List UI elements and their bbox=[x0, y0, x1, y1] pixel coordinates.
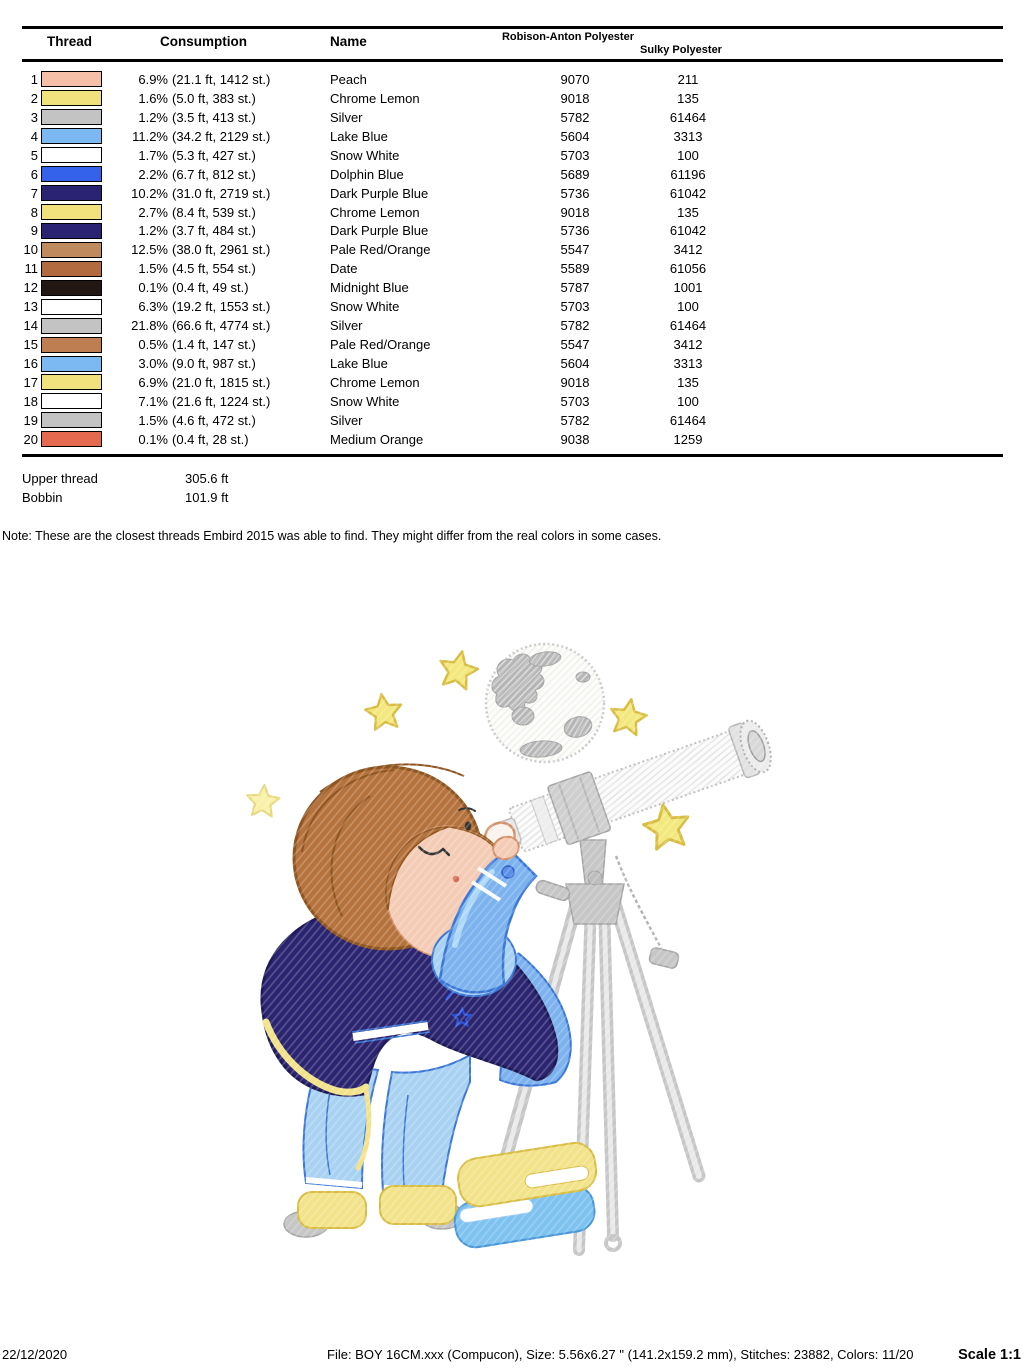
robison-anton-code: 9038 bbox=[560, 431, 590, 447]
thread-number: 3 bbox=[30, 109, 38, 125]
top-divider bbox=[22, 26, 1003, 29]
robison-anton-code: 9018 bbox=[560, 204, 590, 220]
table-row bbox=[0, 430, 1024, 449]
footer-date: 22/12/2020 bbox=[2, 1347, 68, 1362]
robison-anton-code: 5604 bbox=[560, 356, 590, 372]
consumption-detail: (0.4 ft, 28 st.) bbox=[172, 431, 249, 447]
thread-name: Silver bbox=[330, 109, 363, 125]
thread-color-swatch bbox=[41, 109, 102, 125]
table-row bbox=[0, 222, 1024, 241]
thread-color-swatch bbox=[41, 242, 102, 258]
consumption-percent: 1.5% bbox=[138, 412, 168, 428]
consumption-detail: (1.4 ft, 147 st.) bbox=[172, 337, 256, 353]
consumption-percent: 12.5% bbox=[131, 242, 168, 258]
consumption-detail: (6.7 ft, 812 st.) bbox=[172, 166, 256, 182]
robison-anton-code: 9070 bbox=[560, 71, 590, 87]
sulky-code: 61042 bbox=[669, 223, 707, 239]
consumption-percent: 0.1% bbox=[138, 431, 168, 447]
thread-number: 11 bbox=[24, 261, 38, 277]
consumption-percent: 3.0% bbox=[138, 356, 168, 372]
sulky-code: 61042 bbox=[669, 185, 707, 201]
header-divider bbox=[22, 59, 1003, 62]
sulky-code: 61056 bbox=[669, 261, 707, 277]
thread-name: Snow White bbox=[330, 393, 400, 409]
thread-name: Chrome Lemon bbox=[330, 374, 420, 390]
thread-name: Date bbox=[330, 261, 358, 277]
upper-thread-value: 305.6 ft bbox=[185, 471, 229, 486]
consumption-detail: (9.0 ft, 987 st.) bbox=[172, 356, 256, 372]
consumption-detail: (66.6 ft, 4774 st.) bbox=[172, 318, 271, 334]
sulky-code: 135 bbox=[677, 204, 699, 220]
sulky-code: 61464 bbox=[669, 412, 707, 428]
thread-color-swatch bbox=[41, 204, 102, 220]
consumption-detail: (5.0 ft, 383 st.) bbox=[172, 90, 256, 106]
sulky-code: 3412 bbox=[673, 337, 703, 353]
thread-color-swatch bbox=[41, 90, 102, 106]
robison-anton-code: 5782 bbox=[560, 109, 590, 125]
thread-color-swatch bbox=[41, 299, 102, 315]
thread-color-swatch bbox=[41, 147, 102, 163]
consumption-percent: 1.7% bbox=[138, 147, 168, 163]
robison-anton-code: 5703 bbox=[560, 393, 590, 409]
thread-name: Pale Red/Orange bbox=[330, 337, 431, 353]
sulky-code: 3412 bbox=[673, 242, 703, 258]
thread-number: 17 bbox=[23, 374, 38, 390]
robison-anton-code: 5604 bbox=[560, 128, 590, 144]
consumption-percent: 0.1% bbox=[138, 280, 168, 296]
robison-anton-code: 5689 bbox=[560, 166, 590, 182]
thread-color-swatch bbox=[41, 166, 102, 182]
consumption-detail: (5.3 ft, 427 st.) bbox=[172, 147, 256, 163]
thread-name: Snow White bbox=[330, 299, 400, 315]
robison-anton-code: 5547 bbox=[560, 337, 590, 353]
sulky-code: 211 bbox=[677, 71, 699, 87]
thread-name: Medium Orange bbox=[330, 431, 424, 447]
robison-anton-code: 5782 bbox=[560, 318, 590, 334]
table-row bbox=[0, 392, 1024, 411]
bobbin-value: 101.9 ft bbox=[185, 490, 229, 505]
thread-name: Chrome Lemon bbox=[330, 204, 420, 220]
thread-name: Silver bbox=[330, 318, 363, 334]
consumption-percent: 7.1% bbox=[138, 393, 168, 409]
thread-number: 4 bbox=[30, 128, 38, 144]
thread-name: Snow White bbox=[330, 147, 400, 163]
table-row bbox=[0, 259, 1024, 278]
consumption-detail: (38.0 ft, 2961 st.) bbox=[172, 242, 271, 258]
sulky-code: 100 bbox=[677, 393, 699, 409]
thread-number: 2 bbox=[30, 90, 38, 106]
thread-name: Peach bbox=[330, 71, 367, 87]
robison-anton-code: 5787 bbox=[560, 280, 590, 296]
thread-color-swatch bbox=[41, 393, 102, 409]
thread-color-swatch bbox=[41, 318, 102, 334]
thread-name: Midnight Blue bbox=[330, 280, 409, 296]
thread-number: 16 bbox=[23, 356, 38, 372]
consumption-detail: (34.2 ft, 2129 st.) bbox=[172, 128, 271, 144]
consumption-percent: 6.9% bbox=[138, 71, 168, 87]
thread-name: Chrome Lemon bbox=[330, 90, 420, 106]
embroidery-design-boy-telescope bbox=[230, 628, 810, 1288]
thread-name: Dark Purple Blue bbox=[330, 185, 429, 201]
consumption-percent: 1.6% bbox=[138, 90, 168, 106]
table-row bbox=[0, 354, 1024, 373]
table-row bbox=[0, 89, 1024, 108]
consumption-detail: (3.5 ft, 413 st.) bbox=[172, 109, 256, 125]
robison-anton-code: 9018 bbox=[560, 374, 590, 390]
table-row bbox=[0, 146, 1024, 165]
robison-anton-code: 5703 bbox=[560, 147, 590, 163]
consumption-detail: (3.7 ft, 484 st.) bbox=[172, 223, 256, 239]
sulky-code: 3313 bbox=[673, 128, 703, 144]
thread-number: 14 bbox=[23, 318, 38, 334]
consumption-percent: 1.2% bbox=[138, 109, 168, 125]
thread-number: 12 bbox=[23, 280, 38, 296]
thread-number: 7 bbox=[30, 185, 38, 201]
thread-color-swatch bbox=[41, 337, 102, 353]
table-row bbox=[0, 278, 1024, 297]
thread-number: 20 bbox=[23, 431, 38, 447]
thread-name: Lake Blue bbox=[330, 356, 388, 372]
table-row bbox=[0, 165, 1024, 184]
thread-color-swatch bbox=[41, 71, 102, 87]
consumption-detail: (8.4 ft, 539 st.) bbox=[172, 204, 256, 220]
consumption-percent: 2.2% bbox=[138, 166, 168, 182]
table-row bbox=[0, 108, 1024, 127]
sulky-code: 61464 bbox=[669, 109, 707, 125]
table-row bbox=[0, 70, 1024, 89]
column-header-name: Name bbox=[330, 34, 367, 49]
table-row bbox=[0, 316, 1024, 335]
table-row bbox=[0, 411, 1024, 430]
consumption-percent: 1.5% bbox=[138, 261, 168, 277]
thread-number: 8 bbox=[30, 204, 38, 220]
consumption-detail: (19.2 ft, 1553 st.) bbox=[172, 299, 271, 315]
table-row bbox=[0, 335, 1024, 354]
table-row bbox=[0, 184, 1024, 203]
table-row bbox=[0, 373, 1024, 392]
robison-anton-code: 5589 bbox=[560, 261, 590, 277]
thread-color-swatch bbox=[41, 223, 102, 239]
thread-number: 19 bbox=[23, 412, 38, 428]
sulky-code: 135 bbox=[677, 374, 699, 390]
consumption-detail: (21.6 ft, 1224 st.) bbox=[172, 393, 271, 409]
consumption-detail: (31.0 ft, 2719 st.) bbox=[172, 185, 271, 201]
bobbin-label: Bobbin bbox=[22, 490, 63, 505]
thread-table bbox=[0, 70, 1024, 449]
thread-number: 18 bbox=[23, 393, 38, 409]
note-text: Note: These are the closest threads Embird 2015 was able to find. They might differ from the real colors in some cases. bbox=[2, 529, 662, 543]
table-row bbox=[0, 203, 1024, 222]
robison-anton-code: 5736 bbox=[560, 185, 590, 201]
sulky-code: 61464 bbox=[669, 318, 707, 334]
consumption-percent: 6.3% bbox=[138, 299, 168, 315]
consumption-percent: 11.2% bbox=[132, 128, 168, 144]
robison-anton-code: 5782 bbox=[560, 412, 590, 428]
stitch-texture-overlay bbox=[230, 628, 810, 1288]
sulky-code: 3313 bbox=[673, 356, 703, 372]
consumption-percent: 10.2% bbox=[131, 185, 168, 201]
thread-name: Dolphin Blue bbox=[330, 166, 404, 182]
robison-anton-code: 5547 bbox=[560, 242, 590, 258]
thread-color-swatch bbox=[41, 374, 102, 390]
thread-name: Silver bbox=[330, 412, 363, 428]
consumption-percent: 6.9% bbox=[138, 374, 168, 390]
thread-color-swatch bbox=[41, 185, 102, 201]
thread-number: 10 bbox=[23, 242, 38, 258]
footer-scale: Scale 1:1 bbox=[958, 1347, 1021, 1363]
robison-anton-code: 5736 bbox=[560, 223, 590, 239]
consumption-detail: (4.5 ft, 554 st.) bbox=[172, 261, 256, 277]
robison-anton-code: 5703 bbox=[560, 299, 590, 315]
consumption-percent: 0.5% bbox=[138, 337, 168, 353]
table-row bbox=[0, 127, 1024, 146]
sulky-code: 100 bbox=[677, 147, 699, 163]
consumption-detail: (4.6 ft, 472 st.) bbox=[172, 412, 256, 428]
table-row bbox=[0, 297, 1024, 316]
sulky-code: 100 bbox=[677, 299, 699, 315]
column-header-robison-anton: Robison-Anton Polyester bbox=[501, 31, 634, 43]
table-row bbox=[0, 240, 1024, 259]
thread-number: 6 bbox=[30, 166, 38, 182]
thread-name: Pale Red/Orange bbox=[330, 242, 431, 258]
consumption-percent: 21.8% bbox=[131, 318, 168, 334]
sulky-code: 135 bbox=[677, 90, 699, 106]
thread-number: 5 bbox=[30, 147, 38, 163]
thread-color-swatch bbox=[41, 128, 102, 144]
robison-anton-code: 9018 bbox=[560, 90, 590, 106]
sulky-code: 1001 bbox=[673, 280, 703, 296]
column-header-sulky: Sulky Polyester bbox=[640, 44, 722, 56]
thread-color-swatch bbox=[41, 431, 102, 447]
thread-color-swatch bbox=[41, 412, 102, 428]
consumption-detail: (0.4 ft, 49 st.) bbox=[172, 280, 249, 296]
sulky-code: 1259 bbox=[673, 431, 703, 447]
upper-thread-label: Upper thread bbox=[22, 471, 98, 486]
consumption-detail: (21.1 ft, 1412 st.) bbox=[172, 71, 271, 87]
consumption-percent: 1.2% bbox=[138, 223, 168, 239]
footer-file-info: File: BOY 16CM.xxx (Compucon), Size: 5.56x6.27 " (141.2x159.2 mm), Stitches: 23882, Colors: 11/20 bbox=[327, 1347, 914, 1362]
thread-name: Dark Purple Blue bbox=[330, 223, 429, 239]
thread-name: Lake Blue bbox=[330, 128, 388, 144]
thread-color-swatch bbox=[41, 356, 102, 372]
thread-number: 13 bbox=[23, 299, 38, 315]
consumption-percent: 2.7% bbox=[138, 204, 168, 220]
thread-color-swatch bbox=[41, 280, 102, 296]
column-header-consumption: Consumption bbox=[160, 34, 247, 49]
consumption-detail: (21.0 ft, 1815 st.) bbox=[172, 374, 271, 390]
thread-number: 1 bbox=[30, 71, 38, 87]
thread-number: 15 bbox=[23, 337, 38, 353]
thread-number: 9 bbox=[30, 223, 38, 239]
thread-color-swatch bbox=[41, 261, 102, 277]
column-header-thread: Thread bbox=[47, 34, 93, 49]
table-bottom-divider bbox=[22, 454, 1003, 457]
sulky-code: 61196 bbox=[670, 166, 706, 182]
